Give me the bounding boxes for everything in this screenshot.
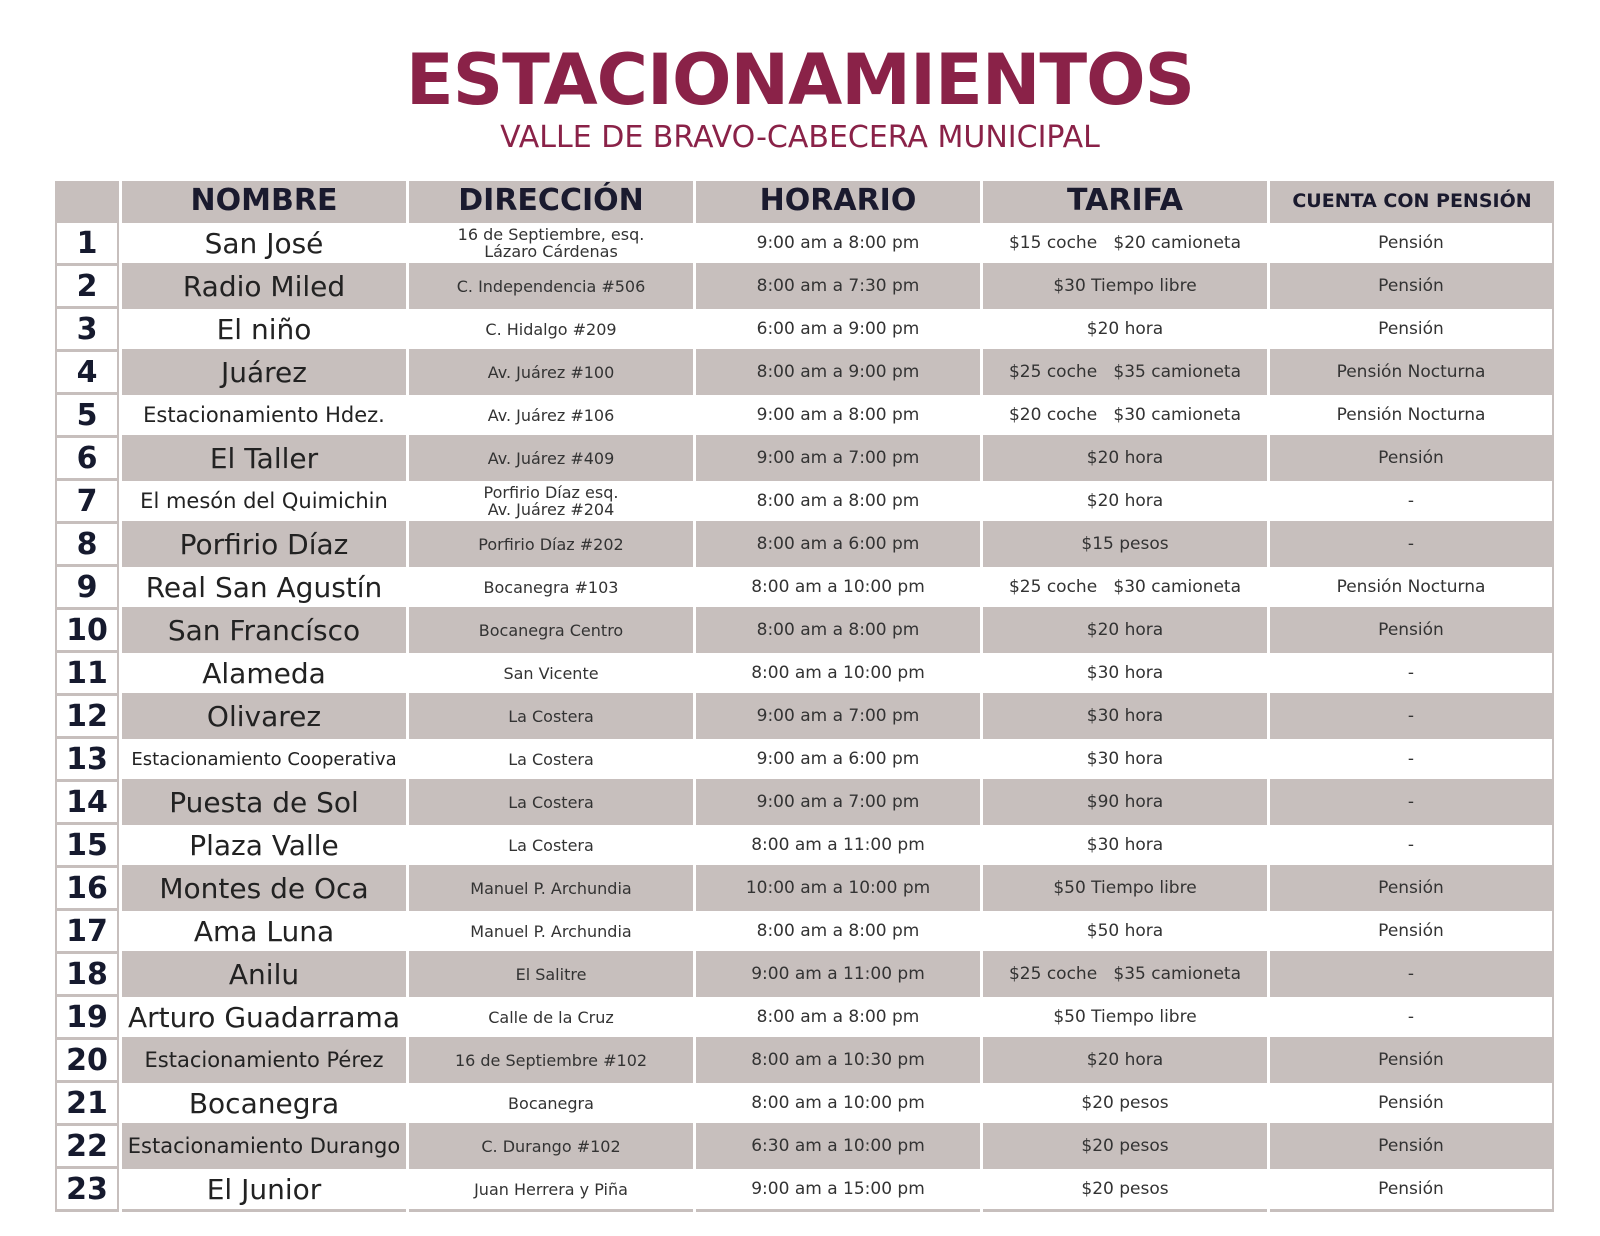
table-cell-direccion: Bocanegra [409,1080,693,1123]
table-cell-pension: Pensión Nocturna [1270,564,1554,607]
table-cell-horario: 8:00 am a 8:00 pm [696,478,980,521]
table-cell-direccion: Manuel P. Archundia [409,865,693,908]
table-cell-horario: 8:00 am a 8:00 pm [696,908,980,951]
table-cell-horario: 9:00 am a 7:00 pm [696,779,980,822]
header-direccion: DIRECCIÓN [409,181,693,220]
table-cell-pension: - [1270,521,1554,564]
table-cell-nombre: Radio Miled [122,263,406,306]
table-cell-pension: - [1270,994,1554,1037]
page-header [0,40,1600,156]
table-cell-pension: - [1270,736,1554,779]
table-cell-direccion: Av. Juárez #409 [409,435,693,478]
table-cell-nombre: El mesón del Quimichin [122,478,406,521]
row-number: 20 [55,1037,119,1080]
table-cell-direccion: 16 de Septiembre, esq. Lázaro Cárdenas [409,220,693,263]
table-cell-direccion: C. Hidalgo #209 [409,306,693,349]
table-cell-nombre: El niño [122,306,406,349]
table-cell-direccion: La Costera [409,693,693,736]
header-pension: CUENTA CON PENSIÓN [1270,181,1554,220]
table-cell-pension: - [1270,650,1554,693]
header-nombre: NOMBRE [122,181,406,220]
row-number: 21 [55,1080,119,1123]
table-cell-pension: Pensión [1270,908,1554,951]
table-cell-nombre: Plaza Valle [122,822,406,865]
table-cell-horario: 8:00 am a 10:00 pm [696,1080,980,1123]
table-cell-pension: Pensión [1270,263,1554,306]
table-cell-direccion: San Vicente [409,650,693,693]
table-cell-direccion: Bocanegra #103 [409,564,693,607]
row-number: 7 [55,478,119,521]
table-cell-nombre: Arturo Guadarrama [122,994,406,1037]
table-cell-tarifa: $30 hora [983,736,1267,779]
table-cell-direccion: C. Independencia #506 [409,263,693,306]
table-cell-nombre: Alameda [122,650,406,693]
table-cell-pension: Pensión Nocturna [1270,349,1554,392]
table-cell-pension: Pensión [1270,1037,1554,1080]
table-cell-tarifa: $20 hora [983,607,1267,650]
table-cell-tarifa: $20 hora [983,478,1267,521]
table-cell-horario: 6:30 am a 10:00 pm [696,1123,980,1166]
table-cell-pension: Pensión [1270,607,1554,650]
table-cell-horario: 8:00 am a 8:00 pm [696,607,980,650]
table-cell-horario: 6:00 am a 9:00 pm [696,306,980,349]
table-cell-nombre: Anilu [122,951,406,994]
table-cell-nombre: Bocanegra [122,1080,406,1123]
table-cell-tarifa: $30 hora [983,822,1267,865]
table-cell-pension: - [1270,478,1554,521]
row-number: 12 [55,693,119,736]
table-cell-direccion: Av. Juárez #106 [409,392,693,435]
table-cell-direccion: Juan Herrera y Piña [409,1166,693,1212]
table-cell-direccion: La Costera [409,736,693,779]
table-cell-pension: Pensión [1270,1166,1554,1212]
row-number: 10 [55,607,119,650]
table-cell-nombre: San José [122,220,406,263]
table-cell-pension: Pensión [1270,865,1554,908]
table-cell-tarifa: $20 pesos [983,1080,1267,1123]
table-cell-tarifa: $90 hora [983,779,1267,822]
table-cell-nombre: Puesta de Sol [122,779,406,822]
table-cell-tarifa: $20 hora [983,306,1267,349]
table-cell-pension: Pensión [1270,220,1554,263]
row-number: 2 [55,263,119,306]
table-cell-tarifa: $15 pesos [983,521,1267,564]
table-cell-tarifa: $50 Tiempo libre [983,865,1267,908]
table-cell-tarifa: $25 coche $35 camioneta [983,349,1267,392]
table-cell-horario: 8:00 am a 9:00 pm [696,349,980,392]
table-cell-nombre: El Taller [122,435,406,478]
table-cell-horario: 9:00 am a 8:00 pm [696,392,980,435]
table-cell-tarifa: $20 hora [983,1037,1267,1080]
table-cell-pension: - [1270,822,1554,865]
row-number: 17 [55,908,119,951]
table-cell-horario: 9:00 am a 11:00 pm [696,951,980,994]
table-cell-nombre: Estacionamiento Pérez [122,1037,406,1080]
table-cell-pension: Pensión [1270,1080,1554,1123]
page-subtitle: VALLE DE BRAVO-CABECERA MUNICIPAL [500,120,1100,155]
row-number: 9 [55,564,119,607]
table-cell-horario: 8:00 am a 6:00 pm [696,521,980,564]
table-cell-direccion: Calle de la Cruz [409,994,693,1037]
table-cell-pension: - [1270,779,1554,822]
table-cell-horario: 8:00 am a 8:00 pm [696,994,980,1037]
table-cell-direccion: Porfirio Díaz esq. Av. Juárez #204 [409,478,693,521]
table-cell-tarifa: $15 coche $20 camioneta [983,220,1267,263]
table-cell-direccion: Manuel P. Archundia [409,908,693,951]
page-title: ESTACIONAMIENTOS [405,39,1195,121]
table-cell-nombre: Juárez [122,349,406,392]
table-cell-horario: 9:00 am a 6:00 pm [696,736,980,779]
table-cell-nombre: Porfirio Díaz [122,521,406,564]
table-cell-horario: 9:00 am a 7:00 pm [696,693,980,736]
row-number: 19 [55,994,119,1037]
table-cell-horario: 8:00 am a 7:30 pm [696,263,980,306]
table-cell-direccion: 16 de Septiembre #102 [409,1037,693,1080]
table-cell-nombre: Estacionamiento Durango [122,1123,406,1166]
table-cell-nombre: Olivarez [122,693,406,736]
table-cell-pension: - [1270,951,1554,994]
table-cell-tarifa: $50 hora [983,908,1267,951]
table-cell-horario: 9:00 am a 7:00 pm [696,435,980,478]
row-number: 18 [55,951,119,994]
table-cell-tarifa: $20 hora [983,435,1267,478]
header-index-cell [55,181,119,220]
row-number: 15 [55,822,119,865]
table-cell-pension: Pensión Nocturna [1270,392,1554,435]
table-cell-tarifa: $30 Tiempo libre [983,263,1267,306]
table-cell-horario: 9:00 am a 8:00 pm [696,220,980,263]
table-cell-horario: 9:00 am a 15:00 pm [696,1166,980,1212]
table-cell-direccion: C. Durango #102 [409,1123,693,1166]
row-number: 5 [55,392,119,435]
table-cell-direccion: La Costera [409,779,693,822]
table-cell-horario: 8:00 am a 10:00 pm [696,650,980,693]
table-cell-direccion: Porfirio Díaz #202 [409,521,693,564]
table-cell-tarifa: $30 hora [983,693,1267,736]
table-cell-direccion: Av. Juárez #100 [409,349,693,392]
header-tarifa: TARIFA [983,181,1267,220]
table-cell-nombre: Montes de Oca [122,865,406,908]
table-cell-horario: 8:00 am a 10:00 pm [696,564,980,607]
table-cell-horario: 10:00 am a 10:00 pm [696,865,980,908]
table-cell-tarifa: $20 pesos [983,1166,1267,1212]
table-cell-tarifa: $20 pesos [983,1123,1267,1166]
row-number: 1 [55,220,119,263]
row-number: 3 [55,306,119,349]
table-cell-tarifa: $30 hora [983,650,1267,693]
row-number: 22 [55,1123,119,1166]
table-cell-nombre: Real San Agustín [122,564,406,607]
table-cell-pension: - [1270,693,1554,736]
table-cell-tarifa: $25 coche $35 camioneta [983,951,1267,994]
table-cell-horario: 8:00 am a 10:30 pm [696,1037,980,1080]
row-number: 14 [55,779,119,822]
row-number: 16 [55,865,119,908]
row-number: 4 [55,349,119,392]
row-number: 11 [55,650,119,693]
table-cell-nombre: Estacionamiento Hdez. [122,392,406,435]
table-cell-direccion: La Costera [409,822,693,865]
table-cell-pension: Pensión [1270,1123,1554,1166]
table-cell-pension: Pensión [1270,306,1554,349]
row-number: 13 [55,736,119,779]
table-cell-tarifa: $25 coche $30 camioneta [983,564,1267,607]
table-cell-tarifa: $20 coche $30 camioneta [983,392,1267,435]
table-cell-tarifa: $50 Tiempo libre [983,994,1267,1037]
table-cell-direccion: Bocanegra Centro [409,607,693,650]
row-number: 6 [55,435,119,478]
parking-table [55,181,1575,1212]
table-cell-nombre: Estacionamiento Cooperativa [122,736,406,779]
row-number: 23 [55,1166,119,1212]
table-cell-nombre: San Francísco [122,607,406,650]
table-cell-nombre: Ama Luna [122,908,406,951]
row-number: 8 [55,521,119,564]
table-cell-pension: Pensión [1270,435,1554,478]
table-cell-nombre: El Junior [122,1166,406,1212]
header-horario: HORARIO [696,181,980,220]
table-cell-horario: 8:00 am a 11:00 pm [696,822,980,865]
table-cell-direccion: El Salitre [409,951,693,994]
